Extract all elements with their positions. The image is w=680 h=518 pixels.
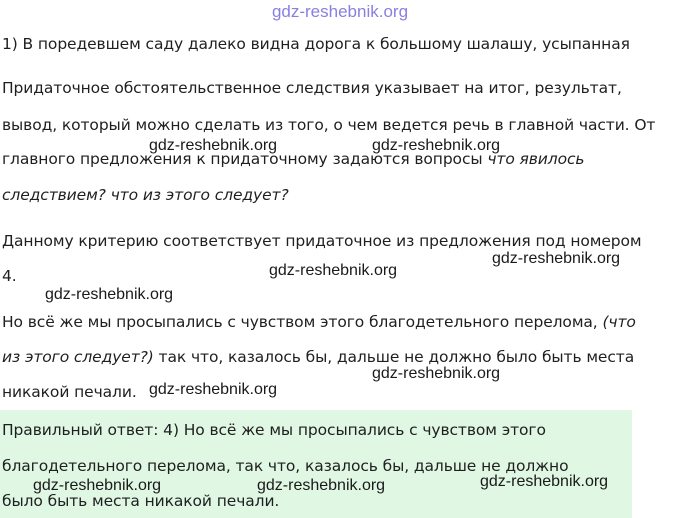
watermark: gdz-reshebnik.org <box>257 477 386 494</box>
watermark: gdz-reshebnik.org <box>372 137 501 154</box>
header-watermark: gdz-reshebnik.org <box>271 2 409 21</box>
watermark: gdz-reshebnik.org <box>492 250 621 267</box>
example-line-2 <box>2 347 634 367</box>
answer-line-1: Правильный ответ: 4) Но всё же мы просыпались с чувством этого <box>2 421 546 439</box>
watermark: gdz-reshebnik.org <box>480 473 609 490</box>
example-line-1-plain: Но всё же мы просыпались с чувством этого благодетельного перелома, <box>2 313 603 331</box>
explanation-line-4: следствием? что из этого следует? <box>2 186 289 204</box>
watermark: gdz-reshebnik.org <box>33 477 162 494</box>
example-line-3: никакой печали. <box>2 383 137 401</box>
example-line-2-plain: так что, казалось бы, дальше не должно было быть места <box>153 348 635 366</box>
example-line-1 <box>2 312 636 332</box>
answer-line-3: было быть места никакой печали. <box>2 492 280 510</box>
answer-line-2: благодетельного перелома, так что, казалось бы, дальше не должно <box>2 457 569 475</box>
watermark: gdz-reshebnik.org <box>149 137 278 154</box>
watermark: gdz-reshebnik.org <box>269 262 398 279</box>
explanation-line-3-italic: что явилось <box>487 150 585 168</box>
explanation-line-3-plain: главного предложения к придаточному задаются вопросы <box>2 150 488 168</box>
example-line-1-italic: (что <box>602 313 636 331</box>
explanation-line-2: вывод, который можно сделать из того, о чем ведется речь в главной части. От <box>2 116 656 134</box>
watermark: gdz-reshebnik.org <box>372 365 501 382</box>
task-line: 1) В поредевшем саду далеко видна дорога к большому шалашу, усыпанная <box>2 35 630 53</box>
watermark: gdz-reshebnik.org <box>149 381 278 398</box>
example-line-2-italic: из этого следует?) <box>2 348 154 366</box>
criterion-line-1: Данному критерию соответствует придаточное из предложения под номером <box>2 232 642 250</box>
explanation-line-1: Придаточное обстоятельственное следствия указывает на итог, результат, <box>2 79 622 97</box>
criterion-line-2: 4. <box>2 267 17 285</box>
watermark: gdz-reshebnik.org <box>45 286 174 303</box>
